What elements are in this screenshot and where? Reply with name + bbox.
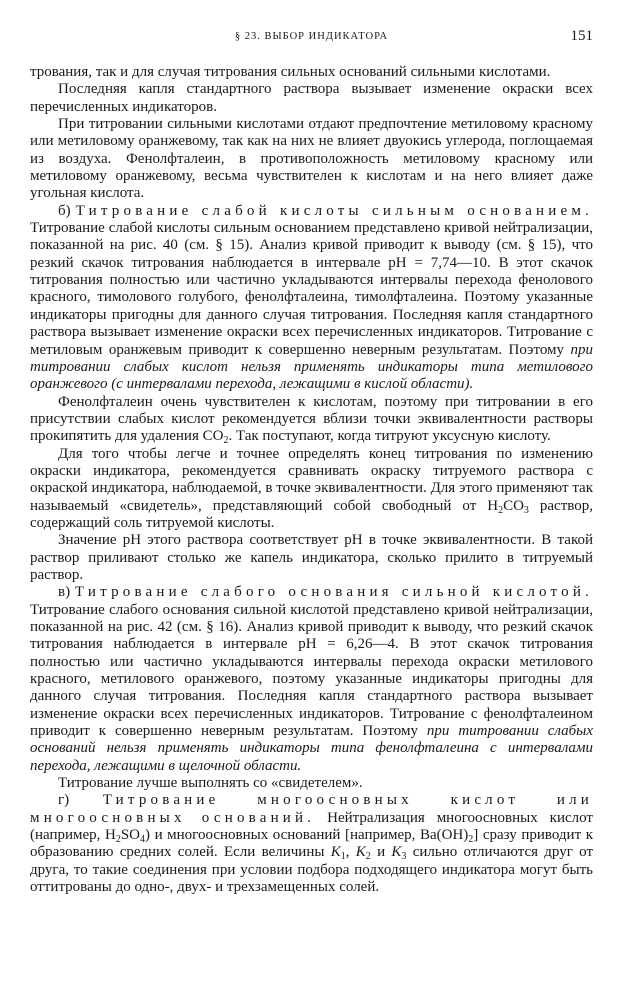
subscript: 3	[401, 851, 407, 863]
subscript: 4	[140, 834, 146, 846]
subscript: 2	[115, 834, 121, 846]
text-run: Для того чтобы легче и точнее определять конец титрования по изменению окраски индикатора, рекомендуется сравнивать окраску титруемого раствора с окраской индикатора, наблюдаемой, в точке эквивалентности. Для этого применяют так называемый «свидетель», представляющий собой свободный от H	[30, 445, 593, 514]
item-label: г)	[58, 792, 70, 809]
paragraph-phenolphthalein	[30, 394, 593, 446]
text-run: сильно отличаются друг от друга, то такие соединения при условии подбора подходящего индикатора могут быть оттитрованы до одно-, двух- и трехзамещенных солей.	[30, 844, 594, 896]
item-italic-rule: при титровании слабых кислот нельзя применять индикаторы типа метилового оранжевого (с интервалами перехода, лежащими в кислой области).	[30, 341, 594, 393]
item-heading: Титрование слабой кислоты сильным основанием.	[75, 202, 594, 219]
subscript: 2	[365, 851, 371, 863]
constant-symbol: K	[355, 844, 366, 861]
item-label: б)	[58, 202, 71, 219]
text-run: и	[370, 844, 392, 861]
page-number: 151	[570, 28, 593, 44]
item-italic-rule: при титровании слабых оснований нельзя применять индикаторы типа фенолфталеина с интервалами перехода, лежащими в щелочной области.	[30, 723, 593, 774]
item-text: Титрование слабого основания сильной кислотой представлено кривой нейтрализации, показанной на рис. 42 (см. § 16). Анализ кривой приводит к выводу, что резкий скачок титрования наблюдается в интервале pH = 6,26—4. В этот скачок титрования полностью или частично укладываются интервалы перехода окраски метилового красного, метилового оранжевого, поэтому указанные индикаторы пригодны для данного случая титрования. Последняя капля стандартного раствора вызывает изменение окраски всех перечисленных индикаторов. Титрование с фенолфталеином приводит к совершенно неверным результатам. Поэтому	[30, 601, 593, 740]
constant-symbol: K	[330, 844, 341, 861]
text-run: CO	[503, 497, 524, 514]
item-heading: Титрование слабого основания сильной кислотой.	[74, 584, 593, 601]
section-title: § 23. ВЫБОР ИНДИКАТОРА	[234, 31, 389, 42]
item-label: в)	[58, 584, 71, 601]
item-heading: Титрование многоосновных кислот или многоосновных оснований.	[30, 792, 593, 826]
subscript: 1	[340, 851, 346, 863]
text-run: ] сразу приводит к образованию средних солей. Если величины	[30, 827, 593, 861]
paragraph-witness	[30, 446, 593, 533]
paragraph-strong-acids: При титровании сильными кислотами отдают предпочтение метиловому красному или метиловому оранжевому, так как на них не влияет двуокись углерода, поглощаемая из воздуха. Фенолфталеин, в противоположность метиловому красному или метиловому оранжевому, весьма чувствителен к кислотам и на него влияет даже угольная кислота.	[30, 116, 593, 202]
subscript: 2	[223, 435, 229, 447]
text-run: SO	[120, 827, 141, 844]
paragraph-witness-note: Титрование лучше выполнять со «свидетелем».	[58, 775, 363, 792]
text-run: ,	[345, 844, 356, 861]
subscript: 2	[468, 834, 474, 846]
paragraph-ph-value: Значение pH этого раствора соответствует pH в точке эквивалентности. В такой раствор приливают столько же капель индикатора, сколько прилито в титруемый раствор.	[30, 532, 593, 583]
paragraph-continued: трования, так и для случая титрования сильных оснований сильными кислотами.	[30, 64, 551, 80]
paragraph-weak-acid-strong-base	[30, 203, 593, 394]
text-run: Нейтрализация многоосновных кислот (например, H	[30, 809, 593, 844]
running-header	[30, 28, 593, 48]
paragraph-weak-base-strong-acid	[30, 584, 593, 775]
text-run: ) и многоосновных оснований [например, Ba(OH)	[145, 827, 469, 844]
subscript: 3	[523, 504, 529, 516]
constant-symbol: K	[391, 844, 402, 861]
text-body	[30, 64, 593, 897]
text-run: . Так поступают, когда титруют уксусную кислоту.	[228, 428, 551, 445]
item-text: Титрование слабой кислоты сильным основанием представлено кривой нейтрализации, показанной на рис. 40 (см. § 15). Анализ кривой приводит к выводу (см. § 15), что резкий скачок титрования наблюдается в интервале pH = 7,74—10. В этот скачок титрования полностью или частично укладываются интервалы перехода фенолового красного, тимолового голубого, фенолфталеина, тимолфталеина. Поэтому указанные индикаторы пригодны для данного случая титрования. Последняя капля стандартного раствора вызывает изменение окраски всех перечисленных индикаторов. Титрование с метиловым оранжевым приводит к совершенно неверным результатам. Поэтому	[30, 220, 593, 358]
text-run: раствор, содержащий соль титруемой кислоты.	[30, 497, 593, 531]
paragraph-last-drop: Последняя капля стандартного раствора вызывает изменение окраски всех перечисленных индикаторов.	[30, 81, 593, 115]
subscript: 2	[498, 504, 504, 516]
text-run: Фенолфталеин очень чувствителен к кислотам, поэтому при титровании в его присутствии слабых кислот рекомендуется вблизи точки эквивалентности растворы прокипятить для удаления CO	[30, 393, 593, 445]
paragraph-polybasic	[30, 792, 593, 896]
